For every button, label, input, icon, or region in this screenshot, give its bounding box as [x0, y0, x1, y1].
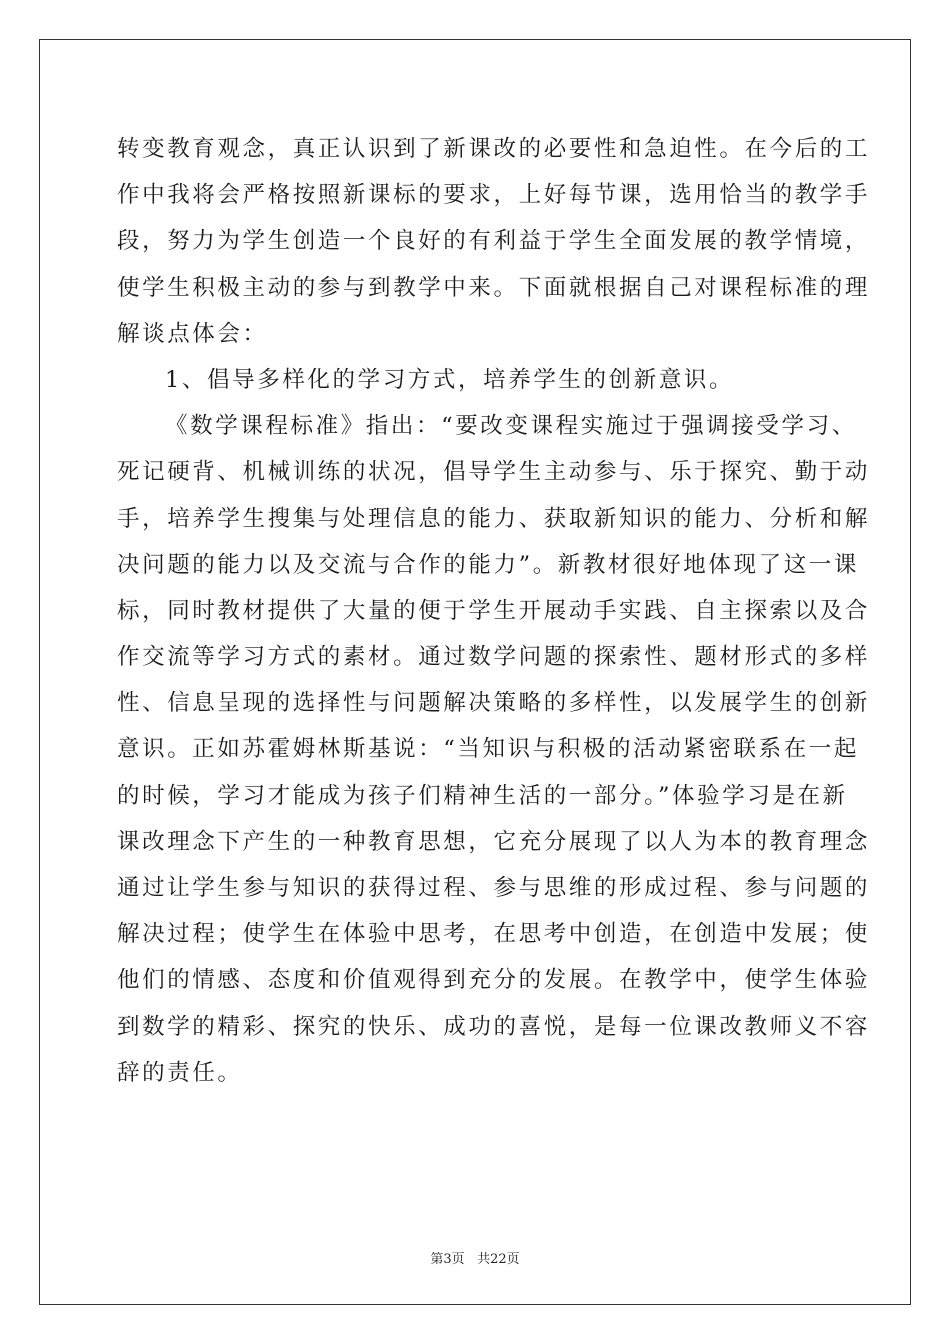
text-line: 意识。正如苏霍姆林斯基说：“当知识与积极的活动紧密联系在一起 — [117, 736, 860, 763]
text-line: 他们的情感、态度和价值观得到充分的发展。在教学中，使学生体验 — [117, 967, 871, 994]
text-line: 使学生积极主动的参与到教学中来。下面就根据自己对课程标准的理 — [117, 274, 871, 301]
text-line: 课改理念下产生的一种教育思想，它充分展现了以人为本的教育理念 — [117, 828, 871, 855]
text-line: 《数学课程标准》指出：“要改变课程实施过于强调接受学习、 — [165, 413, 857, 440]
text-line: 标，同时教材提供了大量的便于学生开展动手实践、自主探索以及合 — [117, 597, 871, 624]
page-total: 共22页 — [477, 1252, 520, 1267]
document-body — [117, 126, 871, 1096]
text-line: 作交流等学习方式的素材。通过数学问题的探索性、题材形式的多样 — [117, 644, 871, 671]
text-line: 性、信息呈现的选择性与问题解决策略的多样性，以发展学生的创新 — [117, 690, 871, 717]
text-line: 转变教育观念，真正认识到了新课改的必要性和急迫性。在今后的工 — [117, 136, 871, 162]
page-footer — [0, 1248, 950, 1267]
page-number: 第3页 — [430, 1252, 465, 1267]
text-line: 解谈点体会： — [117, 320, 268, 347]
text-line: 的时候，学习才能成为孩子们精神生活的一部分。”体验学习是在新 — [117, 782, 848, 809]
text-line: 到数学的精彩、探究的快乐、成功的喜悦，是每一位课改教师义不容 — [117, 1013, 871, 1040]
text-line: 作中我将会严格按照新课标的要求，上好每节课，选用恰当的教学手 — [117, 182, 871, 209]
section-heading: 1、倡导多样化的学习方式，培养学生的创新意识。 — [165, 366, 735, 393]
text-line: 决问题的能力以及交流与合作的能力”。新教材很好地体现了这一课 — [117, 551, 860, 578]
text-line: 辞的责任。 — [117, 1059, 243, 1086]
text-line: 通过让学生参与知识的获得过程、参与思维的形成过程、参与问题的 — [117, 875, 871, 901]
text-line: 手，培养学生搜集与处理信息的能力、获取新知识的能力、分析和解 — [117, 505, 871, 532]
text-line: 段，努力为学生创造一个良好的有利益于学生全面发展的教学情境， — [117, 228, 871, 255]
text-line: 死记硬背、机械训练的状况，倡导学生主动参与、乐于探究、勤于动 — [117, 459, 871, 486]
text-line: 解决过程；使学生在体验中思考，在思考中创造，在创造中发展；使 — [117, 921, 871, 948]
